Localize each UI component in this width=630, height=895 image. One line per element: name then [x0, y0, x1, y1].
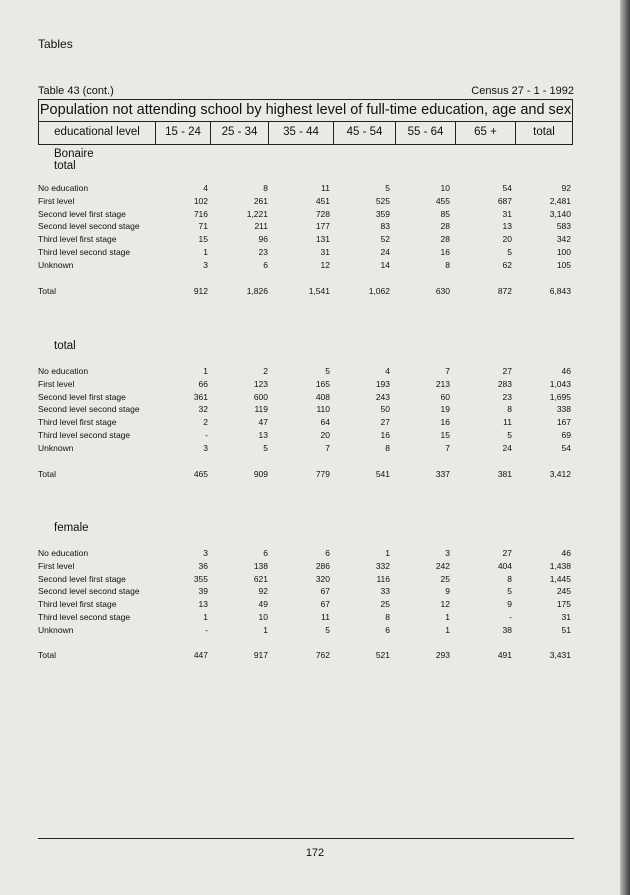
cell-value: 2: [203, 417, 208, 428]
table-row: [38, 260, 574, 272]
cell-value: 451: [315, 195, 330, 206]
census-date: Census 27 - 1 - 1992: [471, 85, 574, 97]
cell-value: 716: [193, 208, 208, 219]
cell-value: 361: [193, 391, 208, 402]
table-row: [38, 404, 574, 416]
cell-value: 62: [502, 259, 512, 270]
cell-value: 13: [258, 430, 268, 440]
cell-value: 1,695: [549, 391, 571, 402]
total-row: [38, 286, 574, 298]
cell-value: 5: [325, 624, 330, 635]
section-label: total: [54, 160, 76, 172]
cell-value: 1,221: [246, 208, 268, 219]
cell-value: 96: [258, 234, 268, 245]
row-label: Second level first stage: [38, 391, 126, 402]
column-header: total: [533, 126, 555, 138]
cell-value: 4: [385, 366, 390, 376]
row-label: Total: [38, 469, 56, 479]
cell-value: 242: [435, 560, 450, 571]
table-row: [38, 209, 574, 221]
table-row: [38, 196, 574, 208]
cell-value: 28: [440, 234, 450, 245]
row-label: Third level second stage: [38, 247, 131, 257]
row-label: Unknown: [38, 259, 74, 270]
cell-value: 23: [258, 247, 268, 257]
cell-value: 119: [254, 404, 268, 415]
cell-value: 28: [440, 221, 450, 232]
cell-value: 917: [253, 650, 268, 660]
table-row: [38, 625, 574, 637]
table-row: [38, 612, 574, 624]
cell-value: 14: [380, 259, 390, 270]
cell-value: 54: [502, 183, 512, 193]
cell-value: 15: [440, 430, 450, 440]
cell-value: 465: [193, 469, 208, 479]
cell-value: 728: [315, 208, 330, 219]
cell-value: 8: [445, 259, 450, 270]
cell-value: 12: [440, 599, 450, 610]
row-label: No education: [38, 183, 89, 193]
cell-value: 261: [253, 195, 268, 206]
cell-value: 293: [435, 650, 450, 660]
cell-value: -: [205, 624, 208, 635]
cell-value: 25: [440, 573, 450, 584]
row-label: Unknown: [38, 624, 74, 635]
cell-value: 167: [556, 417, 571, 428]
cell-value: 7: [325, 442, 330, 453]
row-label: Second level second stage: [38, 586, 140, 597]
section-label: total: [54, 340, 76, 352]
cell-value: 38: [502, 624, 512, 635]
cell-value: 27: [502, 548, 512, 558]
cell-value: 175: [556, 599, 571, 610]
cell-value: 19: [440, 404, 450, 415]
cell-value: 16: [440, 417, 450, 428]
cell-value: 5: [507, 247, 512, 257]
cell-value: 5: [325, 366, 330, 376]
cell-value: 13: [502, 221, 512, 232]
cell-value: 52: [380, 234, 390, 245]
cell-value: 31: [320, 247, 330, 257]
cell-value: 3: [203, 259, 208, 270]
cell-value: 332: [375, 560, 390, 571]
cell-value: 5: [385, 183, 390, 193]
cell-value: 583: [556, 221, 571, 232]
cell-value: 337: [435, 469, 450, 479]
row-label: Unknown: [38, 442, 74, 453]
table-row: [38, 430, 574, 442]
cell-value: 54: [561, 442, 571, 453]
cell-value: 1: [203, 366, 208, 376]
cell-value: 36: [198, 560, 208, 571]
cell-value: 32: [198, 404, 208, 415]
row-label: Third level first stage: [38, 599, 117, 610]
cell-value: 630: [435, 286, 450, 296]
cell-value: 283: [497, 378, 512, 389]
column-header: 25 - 34: [211, 121, 269, 144]
cell-value: 8: [385, 442, 390, 453]
cell-value: 3,412: [549, 469, 571, 479]
cell-value: 541: [375, 469, 390, 479]
cell-value: 1: [203, 247, 208, 257]
cell-value: 16: [440, 247, 450, 257]
cell-value: 762: [315, 650, 330, 660]
cell-value: 11: [503, 417, 512, 428]
cell-value: 31: [561, 612, 571, 622]
cell-value: 342: [556, 234, 571, 245]
cell-value: 912: [193, 286, 208, 296]
cell-value: 1: [203, 612, 208, 622]
cell-value: 525: [375, 195, 390, 206]
table-row: [38, 221, 574, 233]
cell-value: 20: [320, 430, 330, 440]
cell-value: 123: [253, 378, 268, 389]
row-label: Second level first stage: [38, 208, 126, 219]
cell-value: 27: [380, 417, 390, 428]
footer-rule: [38, 838, 574, 839]
row-label: No education: [38, 548, 89, 558]
cell-value: 5: [507, 586, 512, 597]
row-label: Third level first stage: [38, 417, 117, 428]
cell-value: 1,445: [549, 573, 571, 584]
table-row: [38, 599, 574, 611]
cell-value: 50: [380, 404, 390, 415]
cell-value: 779: [315, 469, 330, 479]
area-label: Bonaire: [54, 148, 94, 160]
cell-value: 2: [263, 366, 268, 376]
cell-value: 211: [254, 221, 268, 232]
cell-value: 6,843: [549, 286, 571, 296]
cell-value: 20: [502, 234, 512, 245]
cell-value: 1,043: [549, 378, 571, 389]
cell-value: 25: [380, 599, 390, 610]
row-label: No education: [38, 366, 89, 376]
cell-value: 92: [561, 183, 571, 193]
cell-value: 521: [375, 650, 390, 660]
cell-value: -: [509, 612, 512, 622]
cell-value: 8: [507, 404, 512, 415]
cell-value: 7: [445, 366, 450, 376]
cell-value: 85: [440, 208, 450, 219]
cell-value: 447: [193, 650, 208, 660]
cell-value: 100: [556, 247, 571, 257]
cell-value: 116: [376, 573, 390, 584]
cell-value: 621: [253, 573, 268, 584]
cell-value: 3: [203, 442, 208, 453]
cell-value: 359: [375, 208, 390, 219]
row-label: Total: [38, 650, 56, 660]
page-number: 172: [305, 847, 325, 859]
cell-value: 27: [502, 366, 512, 376]
cell-value: 5: [507, 430, 512, 440]
cell-value: 51: [561, 624, 571, 635]
table-number: Table 43 (cont.): [38, 85, 114, 97]
row-label: First level: [38, 560, 75, 571]
cell-value: 71: [198, 221, 208, 232]
table-row: [38, 561, 574, 573]
row-label: Third level second stage: [38, 612, 131, 622]
column-headers: [39, 121, 572, 144]
total-row: [38, 469, 574, 481]
cell-value: 47: [258, 417, 268, 428]
scan-edge: [620, 0, 630, 895]
table-row: [38, 366, 574, 378]
cell-value: 3,431: [549, 650, 571, 660]
row-label: Third level second stage: [38, 430, 131, 440]
table-row: [38, 417, 574, 429]
cell-value: 11: [321, 612, 330, 622]
cell-value: 60: [440, 391, 450, 402]
cell-value: 83: [380, 221, 390, 232]
section-label: female: [54, 522, 89, 534]
cell-value: 455: [435, 195, 450, 206]
cell-value: 1: [385, 548, 390, 558]
cell-value: 338: [556, 404, 571, 415]
cell-value: 245: [556, 586, 571, 597]
row-label: First level: [38, 378, 75, 389]
cell-value: 31: [502, 208, 512, 219]
row-label: Third level first stage: [38, 234, 117, 245]
column-header: 45 - 54: [334, 121, 396, 144]
cell-value: 24: [380, 247, 390, 257]
row-label: Total: [38, 286, 56, 296]
cell-value: 320: [315, 573, 330, 584]
table-row: [38, 183, 574, 195]
cell-value: 16: [380, 430, 390, 440]
cell-value: 102: [193, 195, 208, 206]
cell-value: 4: [203, 183, 208, 193]
cell-value: 131: [315, 234, 330, 245]
cell-value: 15: [198, 234, 208, 245]
cell-value: 6: [263, 259, 268, 270]
cell-value: 46: [561, 366, 571, 376]
cell-value: 8: [263, 183, 268, 193]
cell-value: 11: [321, 183, 330, 193]
table-row: [38, 379, 574, 391]
cell-value: 138: [253, 560, 268, 571]
table-row: [38, 574, 574, 586]
column-header: 55 - 64: [396, 121, 456, 144]
cell-value: 8: [507, 573, 512, 584]
cell-value: 49: [258, 599, 268, 610]
cell-value: 872: [497, 286, 512, 296]
cell-value: 2,481: [549, 195, 571, 206]
cell-value: 1,438: [549, 560, 571, 571]
cell-value: 3,140: [549, 208, 571, 219]
cell-value: 1: [445, 624, 450, 635]
cell-value: 10: [258, 612, 268, 622]
cell-value: 1: [445, 612, 450, 622]
cell-value: 3: [445, 548, 450, 558]
cell-value: 13: [198, 599, 208, 610]
cell-value: 5: [263, 442, 268, 453]
cell-value: 491: [497, 650, 512, 660]
cell-value: 67: [320, 599, 330, 610]
cell-value: 105: [556, 259, 571, 270]
cell-value: 6: [325, 548, 330, 558]
cell-value: 9: [507, 599, 512, 610]
cell-value: 3: [203, 548, 208, 558]
column-header: 15 - 24: [156, 121, 211, 144]
cell-value: 46: [561, 548, 571, 558]
cell-value: 12: [320, 259, 330, 270]
row-label: First level: [38, 195, 75, 206]
column-header: 65 +: [456, 121, 516, 144]
cell-value: 8: [385, 612, 390, 622]
cell-value: 213: [435, 378, 450, 389]
cell-value: 69: [561, 430, 571, 440]
cell-value: 1,541: [308, 286, 330, 296]
cell-value: 66: [198, 378, 208, 389]
cell-value: 6: [263, 548, 268, 558]
table-row: [38, 247, 574, 259]
cell-value: 687: [497, 195, 512, 206]
table-row: [38, 392, 574, 404]
row-label: Second level second stage: [38, 221, 140, 232]
cell-value: 177: [315, 221, 330, 232]
cell-value: 381: [497, 469, 512, 479]
row-label: Second level second stage: [38, 404, 140, 415]
cell-value: 408: [315, 391, 330, 402]
cell-value: 7: [445, 442, 450, 453]
cell-value: 404: [497, 560, 512, 571]
running-head: Tables: [38, 37, 73, 51]
cell-value: 355: [193, 573, 208, 584]
cell-value: 193: [375, 378, 390, 389]
column-header: 35 - 44: [269, 121, 334, 144]
table-row: [38, 234, 574, 246]
cell-value: 1,826: [246, 286, 268, 296]
table-row: [38, 443, 574, 455]
cell-value: 286: [315, 560, 330, 571]
table-title: Population not attending school by highest level of full-time education, age and sex: [39, 100, 572, 122]
table-row: [38, 586, 574, 598]
cell-value: 909: [253, 469, 268, 479]
cell-value: 6: [385, 624, 390, 635]
cell-value: 1: [263, 624, 268, 635]
cell-value: -: [205, 430, 208, 440]
cell-value: 33: [380, 586, 390, 597]
cell-value: 1,062: [368, 286, 390, 296]
cell-value: 39: [198, 586, 208, 597]
table-header: [38, 99, 573, 145]
cell-value: 9: [445, 586, 450, 597]
cell-value: 64: [320, 417, 330, 428]
cell-value: 23: [502, 391, 512, 402]
row-label: Second level first stage: [38, 573, 126, 584]
cell-value: 92: [258, 586, 268, 597]
cell-value: 165: [315, 378, 330, 389]
cell-value: 243: [375, 391, 390, 402]
cell-value: 24: [502, 442, 512, 453]
cell-value: 10: [440, 183, 450, 193]
cell-value: 600: [253, 391, 268, 402]
total-row: [38, 650, 574, 662]
cell-value: 67: [320, 586, 330, 597]
column-header: educational level: [39, 121, 156, 144]
cell-value: 110: [316, 404, 330, 415]
table-row: [38, 548, 574, 560]
